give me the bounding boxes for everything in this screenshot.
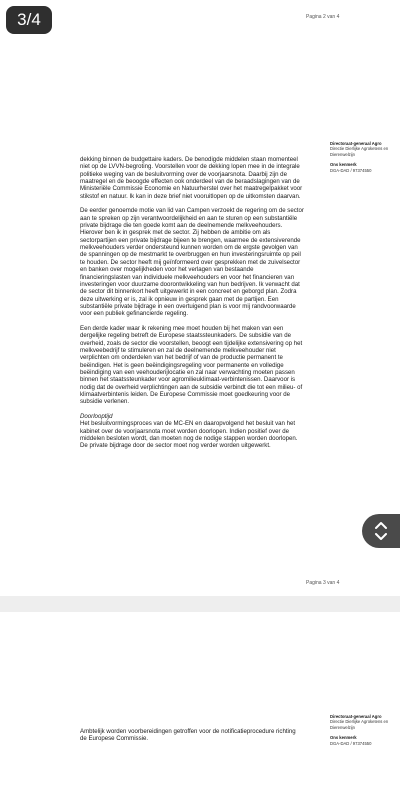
reference-value: DGA-DAD / 97374550	[330, 740, 372, 746]
body-paragraph: Een derde kader waar ik rekening mee moet houden bij het maken van een dergelijke regeling betreft de Europese staatssteunkaders. De subsidie van de overheid, zoals de sector die voorstellen, beoogt een tijdelijke extensivering op het melkveebedrijf te stimuleren en zal de deelnemende melkveehouder niet verplichten om onderdelen van het bedrijf of van de productie permanent te beëindigen. Het is geen beëindigingsregeling voor permanente en volledige beëindiging van een veehouderijlocatie en zal naar verwachting moeten passen binnen het staatssteunkader voor agromilieuklimaat-verbintenissen. Daarvoor is nodig dat de overheid verplichtingen aan de subsidie verbindt die tot een milieu- of klimaatverbintenis leiden. De Europese Commissie moet goedkeuring voor de subsidie verlenen.	[80, 324, 303, 406]
page-number-label: Pagina 2 van 4	[306, 14, 340, 20]
body-paragraph: Het besluitvormingsproces van de MC-EN en daaropvolgend het besluit van het kabinet over de voorjaarsnota moet worden doorlopen. Indien positief over de middelen besloten wordt, dan moeten nog de nodige stappen worden doorlopen. De private bijdrage door de sector moet nog verder worden uitgewerkt.	[80, 420, 298, 450]
page-separator	[0, 596, 400, 612]
sub-department-line: Dierenwelzijn	[330, 151, 355, 157]
sub-department-line: Dierenwelzijn	[330, 724, 355, 730]
letter-body	[80, 156, 304, 457]
page-indicator: 3/4	[6, 6, 52, 34]
chevron-up-icon	[374, 521, 388, 529]
scroll-page-button[interactable]	[362, 514, 400, 548]
letter-body	[80, 728, 304, 750]
chevron-down-icon	[374, 533, 388, 541]
sender-sidebar	[330, 714, 392, 746]
reference-label: Ons kenmerk	[330, 735, 357, 741]
body-paragraph: dekking binnen de budgettaire kaders. De benodigde middelen staan momenteel niet op de LVVN-begroting. Voorstellen voor de dekking lopen mee in de integrale politieke weging van de besluitvorming over de voorjaarsnota. Daarbij zijn de maatregel en de beoogde effecten ook onderdeel van de beraadslagingen van de Ministeriële Commissie Economie en Natuurherstel over het maatregelpakket voor stikstof en natuur. Ik kan in deze brief niet vooruitlopen op de uitkomsten daarvan.	[80, 156, 303, 200]
sender-sidebar	[330, 141, 392, 173]
sub-department-line: Directie Dierlijke Agroketens en	[330, 146, 389, 152]
reference-value: DGA-DAD / 97374550	[330, 167, 372, 173]
department-name: Directoraat-generaal Agro	[330, 714, 382, 719]
department-name: Directoraat-generaal Agro	[330, 141, 382, 146]
sub-department-line: Directie Dierlijke Agroketens en	[330, 719, 389, 725]
body-paragraph: Ambtelijk worden voorbereidingen getroffen voor de notificatieprocedure richting de Europese Commissie.	[80, 728, 296, 743]
body-paragraph: De eerder genoemde motie van lid van Campen verzoekt de regering om de sector aan te spreken op zijn verantwoordelijkheid en aan te sturen op een substantiële private bijdrage die ten goede komt aan de deelnemende melkveehouders. Hierover ben ik in gesprek met de sector. Zij hebben de ambitie om als sectorpartijen een private bijdrage bijeen te brengen, waarmee de extensiverende melkveehouders verder ondersteund kunnen worden om de ergste gevolgen van de spanningen op de mestmarkt te overbruggen en hun investeringsruimte op peil te houden. De sector heeft mij geïnformeerd over gesprekken met de zuivelsector en banken over mogelijkheden voor het verlagen van bestaande financieringslasten van individuele melkveehouders en voor het financieren van investeringen voor duurzame doorontwikkeling van hun bedrijven. Ik verwacht dat de sector dit binnenkort heeft uitgewerkt in een concreet en geborgd plan. Zodra deze uitwerking er is, zal ik opnieuw in gesprek gaan met de partijen. Een substantiële private bijdrage in een overtuigend plan is voor mij randvoorwaarde voor een publiek gefinancierde regeling.	[80, 207, 304, 318]
reference-label: Ons kenmerk	[330, 162, 357, 168]
section-heading: Doorlooptijd	[80, 413, 113, 421]
page-number-label: Pagina 3 van 4	[306, 580, 340, 586]
